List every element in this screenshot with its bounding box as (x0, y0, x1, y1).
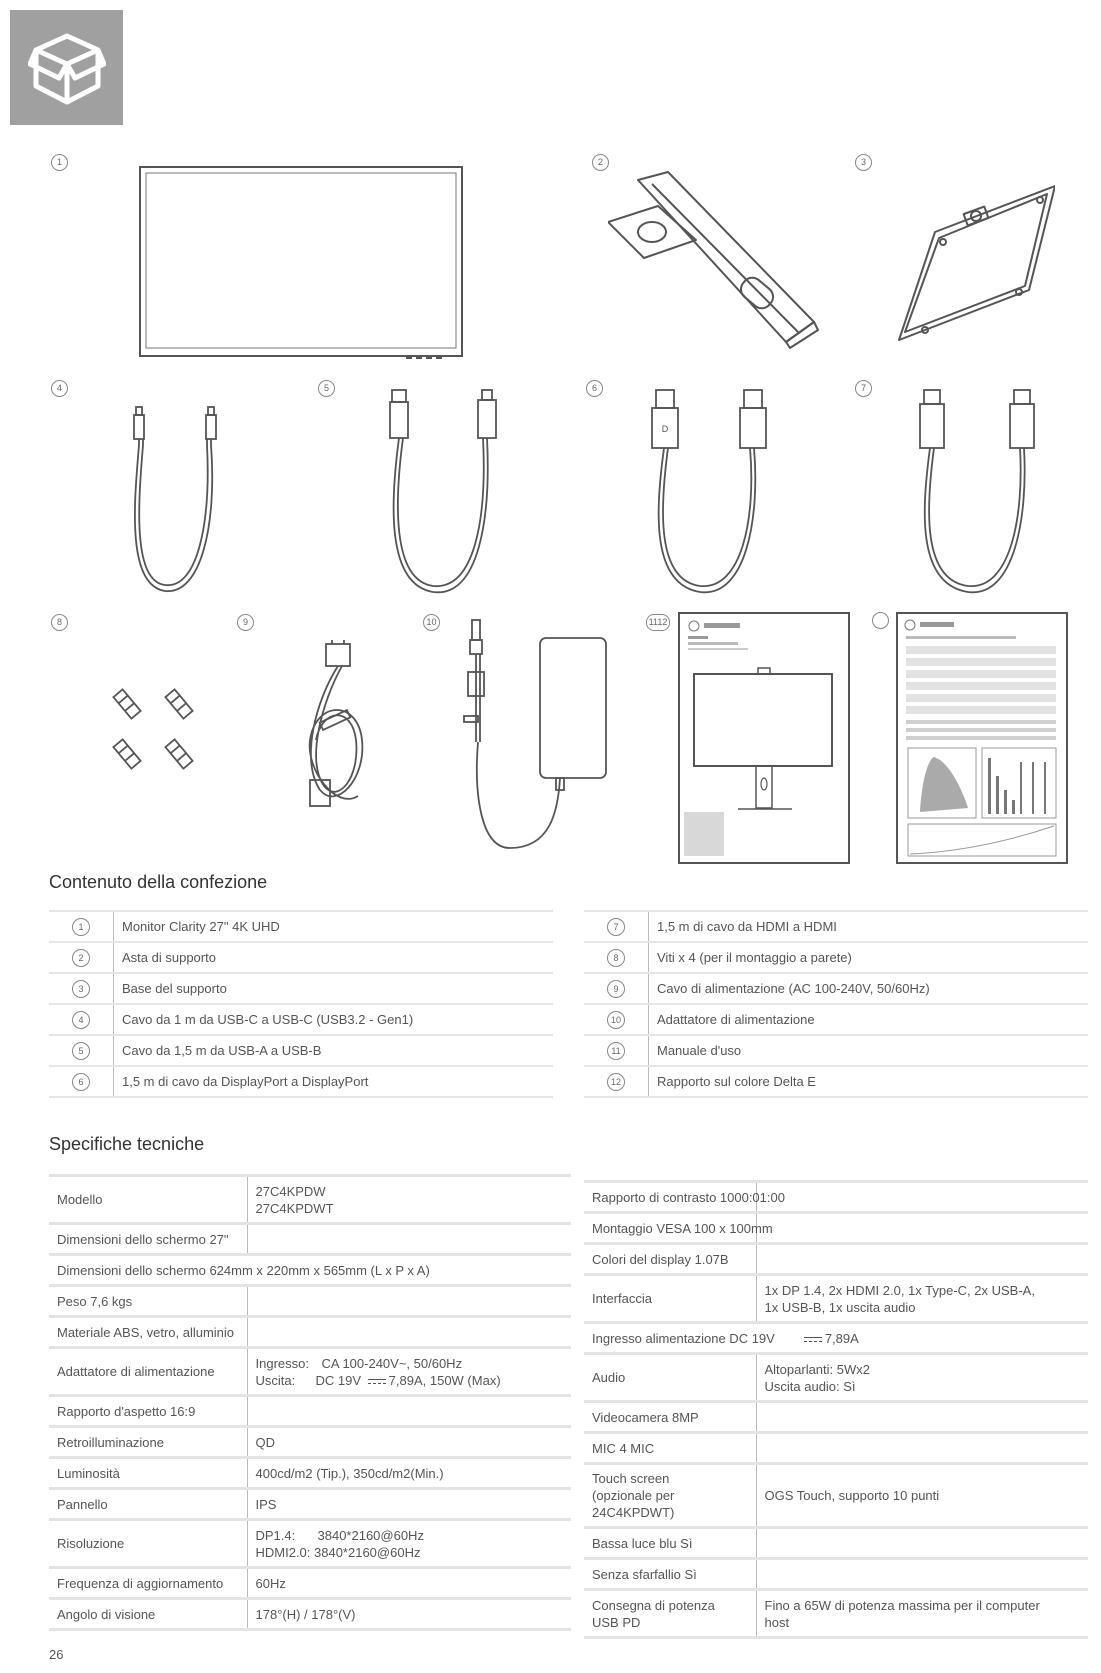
dc-symbol-icon (804, 1336, 822, 1343)
contents-list-right (584, 910, 1088, 1098)
dc-symbol-icon (368, 1378, 386, 1385)
spec-value: QD (247, 1427, 571, 1458)
spec-row (584, 1528, 1088, 1559)
power-cord-illustration (296, 640, 386, 820)
spec-key: Risoluzione (49, 1520, 247, 1568)
item-text: Cavo di alimentazione (AC 100-240V, 50/60Hz) (649, 973, 1089, 1004)
list-item (49, 942, 553, 973)
spec-row (584, 1244, 1088, 1275)
spec-row (49, 1396, 571, 1427)
item-number: 11 (607, 1042, 625, 1060)
spec-value: 60Hz (247, 1568, 571, 1599)
spec-key: Touch screen (opzionale per 24C4KPDWT) (584, 1464, 756, 1528)
spec-value: Ingresso: CA 100-240V~, 50/60Hz Uscita: DC 19V 7,89A, 150W (Max) (247, 1348, 571, 1396)
item-text: Monitor Clarity 27" 4K UHD (114, 911, 554, 942)
spec-row (584, 1323, 1088, 1354)
user-manual-illustration (678, 612, 850, 864)
spec-key: Luminosità (49, 1458, 247, 1489)
figure-label: 4 (51, 380, 68, 397)
delta-e-report-illustration (896, 612, 1068, 864)
spec-row (49, 1286, 571, 1317)
spec-value: Fino a 65W di potenza massima per il computer host (756, 1590, 1088, 1638)
item-text: 1,5 m di cavo da HDMI a HDMI (649, 911, 1089, 942)
item-number: 8 (607, 949, 625, 967)
figure-label: 2 (592, 154, 609, 171)
spec-value: IPS (247, 1489, 571, 1520)
list-item (584, 1035, 1088, 1066)
spec-key: Rapporto di contrasto 1000:01:00 (584, 1182, 756, 1213)
item-number: 7 (607, 918, 625, 936)
spec-key: Retroilluminazione (49, 1427, 247, 1458)
spec-row (49, 1348, 571, 1396)
spec-row (584, 1182, 1088, 1213)
contents-title: Contenuto della confezione (49, 872, 268, 892)
item-number: 1 (72, 918, 90, 936)
usb-c-cable-illustration (125, 405, 235, 595)
item-text: Manuale d'uso (649, 1035, 1089, 1066)
spec-key: Angolo di visione (49, 1599, 247, 1630)
spec-key: Consegna di potenza USB PD (584, 1590, 756, 1638)
spec-key: Videocamera 8MP (584, 1402, 756, 1433)
svg-text:D: D (661, 424, 669, 434)
list-item (584, 973, 1088, 1004)
spec-row (49, 1458, 571, 1489)
spec-key: MIC 4 MIC (584, 1433, 756, 1464)
spec-row (49, 1489, 571, 1520)
usb-a-to-b-cable-illustration (387, 388, 497, 598)
spec-row (584, 1402, 1088, 1433)
figure-label: 3 (855, 154, 872, 171)
item-text: Cavo da 1 m da USB-C a USB-C (USB3.2 - Gen1) (114, 1004, 554, 1035)
list-item (49, 1066, 553, 1097)
item-number: 5 (72, 1042, 90, 1060)
item-text: Rapporto sul colore Delta E (649, 1066, 1089, 1097)
spec-key: Interfaccia (584, 1275, 756, 1323)
specs-table-left (49, 1174, 571, 1631)
spec-value: 27C4KPDW 27C4KPDWT (247, 1176, 571, 1224)
spec-value: 178°(H) / 178°(V) (247, 1599, 571, 1630)
spec-key: Adattatore di alimentazione (49, 1348, 247, 1396)
hdmi-cable-illustration (918, 388, 1038, 598)
list-item (584, 1066, 1088, 1097)
spec-row (584, 1213, 1088, 1244)
spec-value: Altoparlanti: 5Wx2 Uscita audio: Sì (756, 1354, 1088, 1402)
item-text: Asta di supporto (114, 942, 554, 973)
spec-row (584, 1433, 1088, 1464)
spec-key: Senza sfarfallio Sì (584, 1559, 756, 1590)
item-text: Adattatore di alimentazione (649, 1004, 1089, 1035)
figure-label: 10 (423, 614, 440, 631)
spec-key: Frequenza di aggiornamento (49, 1568, 247, 1599)
spec-key: Modello (49, 1176, 247, 1224)
item-text: Viti x 4 (per il montaggio a parete) (649, 942, 1089, 973)
item-number: 12 (607, 1073, 625, 1091)
figure-label: 1112 (646, 614, 670, 631)
package-contents-icon (10, 10, 123, 125)
spec-key: Pannello (49, 1489, 247, 1520)
item-number: 6 (72, 1073, 90, 1091)
item-number: 10 (607, 1011, 625, 1029)
spec-key: Dimensioni dello schermo 624mm x 220mm x 565mm (L x P x A) (49, 1255, 571, 1286)
spec-row (49, 1255, 571, 1286)
stand-arm-illustration (608, 170, 828, 360)
figure-label: 1 (51, 154, 68, 171)
spec-row (584, 1354, 1088, 1402)
item-number: 9 (607, 980, 625, 998)
wall-mount-screws-illustration (105, 680, 205, 780)
spec-row (584, 1464, 1088, 1528)
spec-key: Audio (584, 1354, 756, 1402)
spec-key: Ingresso alimentazione DC 19V 7,89A (584, 1323, 1088, 1354)
spec-row (584, 1275, 1088, 1323)
item-number: 3 (72, 980, 90, 998)
page-number: 26 (49, 1647, 64, 1662)
specs-title: Specifiche tecniche (49, 1134, 205, 1154)
spec-row (49, 1568, 571, 1599)
item-text: Base del supporto (114, 973, 554, 1004)
spec-key: Bassa luce blu Sì (584, 1528, 756, 1559)
spec-key: Colori del display 1.07B (584, 1244, 756, 1275)
list-item (49, 911, 553, 942)
monitor-illustration (138, 165, 466, 361)
figure-label: 9 (237, 614, 254, 631)
stand-base-illustration (895, 180, 1055, 350)
spec-row (584, 1559, 1088, 1590)
spec-key: Dimensioni dello schermo 27" (49, 1224, 247, 1255)
spec-value: DP1.4: 3840*2160@60Hz HDMI2.0: 3840*2160@60Hz (247, 1520, 571, 1568)
item-text: Cavo da 1,5 m da USB-A a USB-B (114, 1035, 554, 1066)
spec-value: 400cd/m2 (Tip.), 350cd/m2(Min.) (247, 1458, 571, 1489)
specs-table-right (584, 1180, 1088, 1639)
spec-row (49, 1427, 571, 1458)
displayport-cable-illustration (650, 388, 770, 598)
power-adapter-illustration (460, 612, 620, 862)
item-number: 2 (72, 949, 90, 967)
spec-row (49, 1224, 571, 1255)
spec-row (49, 1520, 571, 1568)
spec-row (49, 1317, 571, 1348)
spec-value: OGS Touch, supporto 10 punti (756, 1464, 1088, 1528)
figure-label: 5 (318, 380, 335, 397)
spec-key: Peso 7,6 kgs (49, 1286, 247, 1317)
figure-label: 6 (586, 380, 603, 397)
spec-value: 1x DP 1.4, 2x HDMI 2.0, 1x Type-C, 2x USB-A, 1x USB-B, 1x uscita audio (756, 1275, 1088, 1323)
figure-label-blank (872, 612, 889, 629)
list-item (584, 1004, 1088, 1035)
spec-row (584, 1590, 1088, 1638)
list-item (49, 973, 553, 1004)
list-item (584, 911, 1088, 942)
spec-key: Montaggio VESA 100 x 100mm (584, 1213, 756, 1244)
spec-row (49, 1599, 571, 1630)
figure-label: 7 (855, 380, 872, 397)
contents-list-left (49, 910, 553, 1098)
spec-row (49, 1176, 571, 1224)
list-item (49, 1035, 553, 1066)
figure-label: 8 (51, 614, 68, 631)
spec-key: Rapporto d'aspetto 16:9 (49, 1396, 247, 1427)
list-item (584, 942, 1088, 973)
item-text: 1,5 m di cavo da DisplayPort a DisplayPort (114, 1066, 554, 1097)
list-item (49, 1004, 553, 1035)
spec-key: Materiale ABS, vetro, alluminio (49, 1317, 247, 1348)
item-number: 4 (72, 1011, 90, 1029)
